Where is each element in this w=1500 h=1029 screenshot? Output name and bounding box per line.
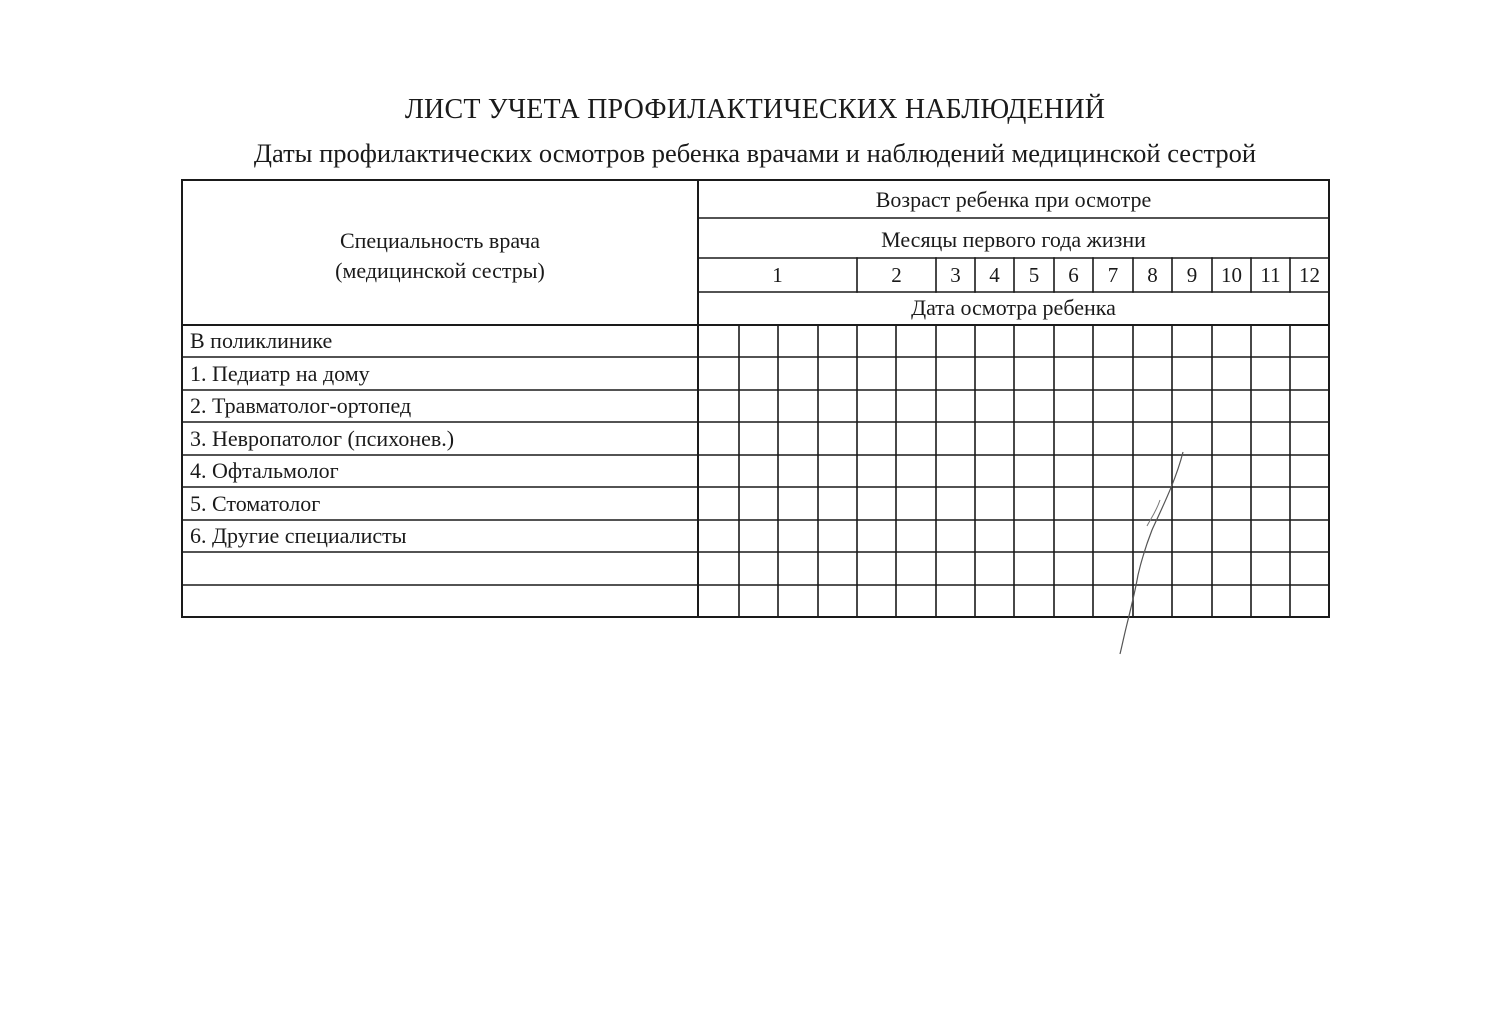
row-label: 2. Травматолог-ортопед (190, 393, 412, 418)
row-label: 3. Невропатолог (психонев.) (190, 426, 455, 451)
month-label: 11 (1260, 263, 1281, 287)
month-label: 2 (891, 263, 902, 287)
month-label: 12 (1299, 263, 1320, 287)
page-subtitle: Даты профилактических осмотров ребенка врачами и наблюдений медицинской сестрой (253, 138, 1257, 168)
row-label: 4. Офтальмолог (190, 458, 339, 483)
month-label: 10 (1221, 263, 1242, 287)
month-label: 5 (1028, 263, 1040, 287)
page-title: ЛИСТ УЧЕТА ПРОФИЛАКТИЧЕСКИХ НАБЛЮДЕНИЙ (404, 94, 1106, 125)
row-label: 6. Другие специалисты (190, 523, 407, 548)
month-label: 9 (1186, 263, 1198, 287)
specialty-header-line2: (медицинской сестры) (335, 258, 545, 283)
month-label: 1 (772, 263, 783, 287)
months-header: Месяцы первого года жизни (881, 227, 1146, 252)
row-label: 5. Стоматолог (190, 491, 321, 516)
month-label: 7 (1107, 263, 1119, 287)
row-label: В поликлинике (190, 328, 333, 353)
month-label: 3 (950, 263, 961, 287)
age-header: Возраст ребенка при осмотре (875, 187, 1152, 212)
specialty-header-line1: Специальность врача (339, 228, 541, 253)
month-label: 4 (989, 263, 1000, 287)
month-label: 8 (1147, 263, 1158, 287)
specialty-column-header (182, 226, 698, 286)
exam-date-header: Дата осмотра ребенка (911, 295, 1116, 320)
month-label: 6 (1068, 263, 1079, 287)
row-label: 1. Педиатр на дому (190, 361, 370, 386)
